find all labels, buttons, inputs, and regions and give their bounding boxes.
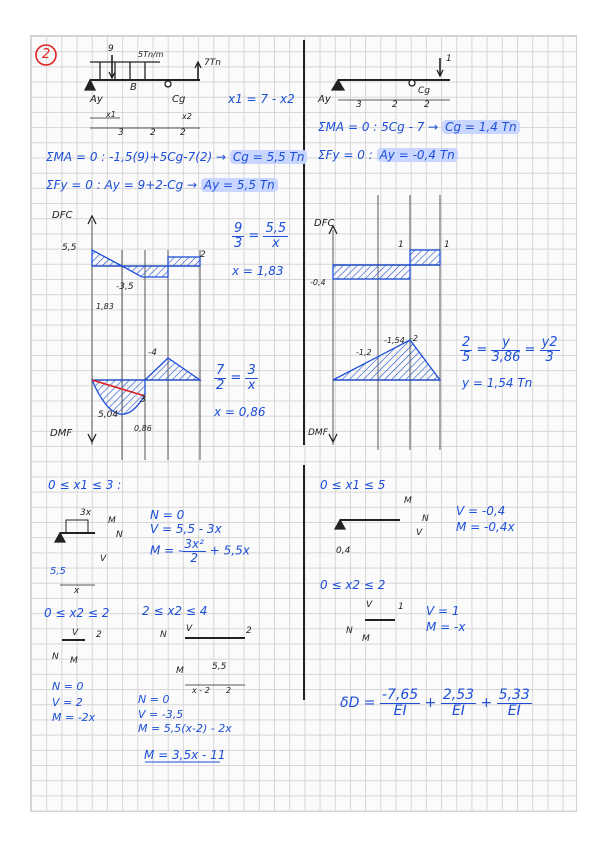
sec3-left-m-final: M = 3,5x - 11: [144, 748, 226, 762]
sec2-left-v: V: [72, 628, 79, 638]
dmf-left-m-neg: -4: [148, 348, 157, 358]
sec3-left-reaction: 5,5: [212, 662, 227, 672]
ratio3-c-den: 3: [545, 349, 554, 365]
dmf-left-ratio: $\frac{7}{2}$ = $\frac{3}{x}$: [216, 363, 256, 393]
eq-sum-f-left-text: ΣFy = 0 : Ay = 9+2-Cg →: [46, 178, 198, 192]
m-eq-num: 3x²: [184, 537, 204, 551]
sec1-right-m-eq: M = -0,4x: [456, 520, 515, 534]
left-span-2b: 2: [180, 128, 186, 138]
sec3-left-v: V: [186, 624, 193, 634]
sec1-left-reaction: 5,5: [50, 566, 66, 577]
sec1-left-m: M: [108, 516, 116, 526]
dmf-left-x-result: x = 0,86: [214, 405, 266, 419]
dmf-right-label: DMF: [308, 428, 328, 438]
right-span-2: 2: [392, 100, 398, 110]
dmf-right-m-a: -1,2: [356, 348, 372, 357]
ratio-rhs-den: x: [271, 235, 280, 251]
eq-sum-f-right: [318, 148, 458, 162]
sec2-left-v-eq: V = 2: [52, 696, 83, 709]
right-span-2b: 2: [424, 100, 430, 110]
sec3-left-dim2: 2: [226, 686, 232, 695]
eq-sum-m-right: [318, 120, 520, 134]
dfc-right-label: DFC: [314, 218, 335, 229]
sec1-right-reaction: 0,4: [336, 546, 351, 556]
right-ay: Ay: [318, 94, 331, 105]
sec1-left-v: V: [100, 554, 107, 564]
sec1-left-v-eq: V = 5,5 - 3x: [150, 522, 222, 536]
sec1-left-x: x: [74, 586, 80, 596]
sec2-left-n: N: [52, 652, 59, 662]
ratio-den: 3: [234, 235, 243, 251]
sec1-right-m: M: [404, 496, 412, 506]
dfc-right-v1: 1: [398, 240, 404, 250]
ratio3-a-den: 5: [462, 349, 471, 365]
sec2-left-m-eq: M = -2x: [52, 711, 96, 724]
ratio3-a-num: 2: [462, 335, 471, 350]
eq-sum-f-left: [46, 178, 278, 192]
ratio3-b-num: y: [491, 336, 520, 351]
defl-t1-den: EI: [393, 702, 407, 719]
defl-t2-num: 2,53: [442, 687, 475, 703]
problem-number: 2: [42, 47, 51, 62]
right-beam: [332, 58, 450, 100]
right-span-3: 3: [356, 100, 362, 110]
left-load-dist: 5Tn/m: [138, 50, 164, 59]
ratio-num: 9: [234, 221, 243, 236]
sec1-left-n-eq: N = 0: [150, 508, 185, 522]
right-load-1: 1: [446, 54, 452, 64]
dmf-right-ratio: $\frac{2}{5}$ = $\frac{y}{3,86}$ = $\frac{y2}{3}$: [462, 335, 558, 365]
sec2-right-load: 1: [398, 602, 404, 612]
left-ay: Ay: [90, 94, 103, 105]
deflection-lhs: δD =: [340, 695, 376, 712]
sec3-left-load: 2: [246, 626, 252, 636]
sec3-left-n: N: [160, 630, 167, 640]
sec2-right-v: V: [366, 600, 373, 610]
cg-result-left: Cg = 5,5 Tn: [230, 150, 308, 164]
dfc-left-x-result: x = 1,83: [232, 264, 284, 278]
dmf-right-y-result: y = 1,54 Tn: [462, 376, 533, 390]
dmf-left-m-max: 5,04: [98, 410, 119, 420]
right-cg: Cg: [418, 86, 430, 96]
left-b: B: [130, 82, 137, 93]
sec1-right-v: V: [416, 528, 423, 538]
ratio3-c-num: y2: [541, 335, 558, 350]
sec2-right-m-eq: M = -x: [426, 620, 466, 634]
dfc-left-x-mark: 1,83: [96, 302, 114, 311]
sec2-left-range: 0 ≤ x2 ≤ 2: [44, 606, 110, 620]
cg-result-right: Cg = 1,4 Tn: [442, 120, 520, 134]
left-relation: x1 = 7 - x2: [228, 92, 295, 106]
m-eq-suffix: + 5,5x: [209, 543, 250, 558]
deflection-equation: δD = $\frac{-7,65}{EI}$ + $\frac{2,53}{EI}$ + $\frac{5,33}{EI}$: [340, 687, 530, 719]
dfc-left-v-start: 5,5: [62, 243, 77, 253]
left-span-2: 2: [150, 128, 156, 138]
left-load-9: 9: [108, 44, 114, 54]
sec1-right-range: 0 ≤ x1 ≤ 5: [320, 478, 386, 492]
dfc-right-v-left: -0,4: [310, 278, 326, 287]
sec2-right-n: N: [346, 626, 353, 636]
left-x1: x1: [106, 110, 116, 119]
dfc-right-shape: [333, 250, 440, 279]
sec1-right-n: N: [422, 514, 429, 524]
ratio2-rhs-num: 3: [247, 363, 256, 378]
dfc-right-v2: 1: [444, 240, 450, 250]
sec2-left-m: M: [70, 656, 78, 666]
sec1-left-load: 3x: [80, 508, 92, 518]
sec3-left-m-eq: M = 5,5(x-2) - 2x: [138, 722, 232, 735]
ratio2-num: 7: [216, 363, 225, 378]
dmf-left-x-mark: 0,86: [134, 424, 152, 433]
dmf-right-shape: [333, 340, 440, 380]
dfc-left-ratio: $\frac{9}{3}$ = $\frac{5,5}{x}$: [234, 221, 287, 251]
dmf-left-shape: [92, 358, 200, 414]
dfc-left-shape: [92, 250, 200, 277]
sec2-right-m: M: [362, 634, 370, 644]
defl-t1-num: -7,65: [381, 687, 419, 703]
sec1-left-m-eq: [150, 538, 250, 564]
sec2-right-range: 0 ≤ x2 ≤ 2: [320, 578, 386, 592]
ratio-rhs-num: 5,5: [265, 221, 287, 236]
dfc-left-v-mid: -3,5: [116, 282, 134, 292]
defl-t3-num: 5,33: [498, 687, 530, 703]
dmf-right-m-b: -1,54: [384, 336, 405, 345]
dfc-left-v-end: 2: [200, 250, 206, 260]
sec1-left-range: 0 ≤ x1 ≤ 3 :: [48, 478, 122, 492]
right-guides: [333, 195, 440, 450]
ay-result-right: Ay = -0,4 Tn: [377, 148, 458, 162]
sec3-left-dim: x - 2: [192, 686, 210, 695]
sec3-left-m: M: [176, 666, 184, 676]
sec2-left-n-eq: N = 0: [52, 680, 84, 693]
m-eq-den: 2: [190, 550, 198, 565]
sec2-right-v-eq: V = 1: [426, 604, 460, 618]
defl-t3-den: EI: [507, 702, 521, 719]
ratio3-b-den: 3,86: [491, 349, 521, 365]
ratio2-rhs-den: x: [247, 377, 256, 393]
eq-sum-m-right-text: ΣMA = 0 : 5Cg - 7 →: [318, 120, 439, 134]
ay-result-left: Ay = 5,5 Tn: [201, 178, 278, 192]
dmf-right-m-c: -2: [410, 334, 418, 343]
left-span-3: 3: [118, 128, 124, 138]
sec3-left-n-eq: N = 0: [138, 693, 170, 706]
eq-sum-f-right-text: ΣFy = 0 :: [318, 148, 373, 162]
left-load-7: 7Tn: [204, 58, 221, 68]
left-x2: x2: [182, 112, 192, 121]
sec3-left-v-eq: V = -3,5: [138, 708, 184, 721]
sec1-left-n: N: [116, 530, 123, 540]
dfc-left-label: DFC: [52, 210, 73, 221]
sec3-left-range: 2 ≤ x2 ≤ 4: [142, 604, 208, 618]
dmf-left-label: DMF: [50, 428, 73, 439]
dmf-left-m3: 3: [140, 395, 146, 405]
left-cg: Cg: [172, 94, 186, 105]
eq-sum-m-left: [46, 150, 307, 164]
eq-sum-m-left-text: ΣMA = 0 : -1,5(9)+5Cg-7(2) →: [46, 150, 227, 164]
defl-t2-den: EI: [451, 702, 465, 719]
m-eq-prefix: M = -: [150, 543, 183, 558]
ratio2-den: 2: [216, 377, 225, 393]
sec2-left-load: 2: [96, 630, 102, 640]
sec1-right-v-eq: V = -0,4: [456, 504, 506, 518]
